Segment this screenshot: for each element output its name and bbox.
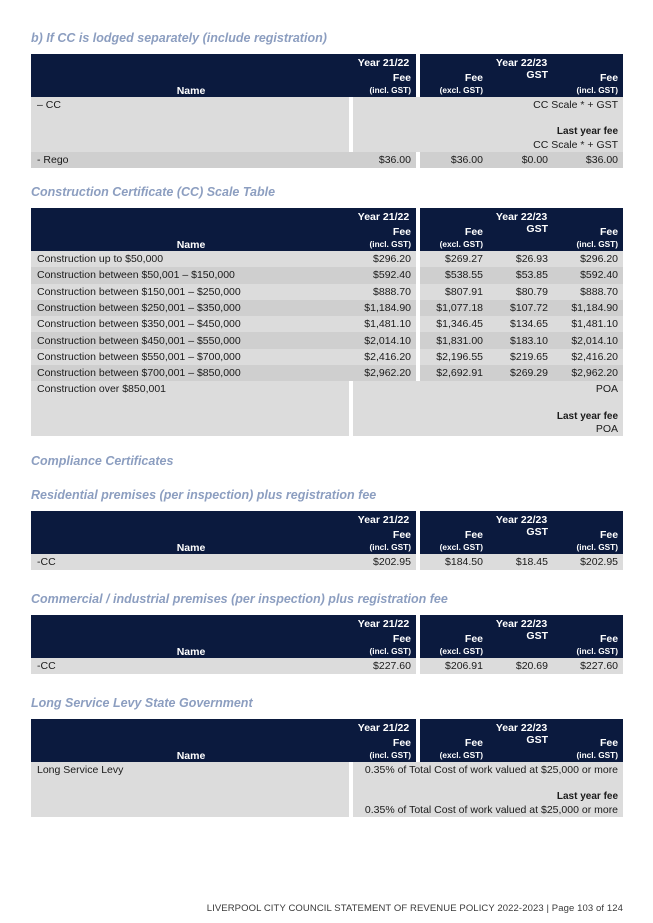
cell-fee-excl: $269.27 (418, 251, 488, 267)
cell-fee-excl: $1,077.18 (418, 300, 488, 316)
cell-fee-incl-21: $36.00 (351, 152, 418, 168)
column-header-fee-incl (553, 630, 623, 658)
cell-gst: $53.85 (488, 267, 553, 283)
table-row (31, 658, 623, 674)
header-row-years (31, 615, 623, 630)
last-year-fee-label: Last year fee (556, 410, 619, 422)
row-fee-description (351, 762, 623, 817)
table-row (31, 762, 623, 817)
cell-gst: $18.45 (488, 554, 553, 570)
cell-fee-incl: $1,481.10 (553, 316, 623, 332)
column-header-fee-incl-21 (351, 734, 418, 762)
column-header-year-22-23: Year 22/23 (418, 511, 623, 526)
last-year-fee-value: CC Scale * + GST (533, 138, 619, 151)
column-header-year-21-22: Year 21/22 (351, 511, 418, 526)
cell-gst: $134.65 (488, 316, 553, 332)
cell-fee-incl: $227.60 (553, 658, 623, 674)
column-header-fee-incl-21 (351, 223, 418, 251)
cell-fee-excl: $2,692.91 (418, 365, 488, 381)
cell-fee-incl: $592.40 (553, 267, 623, 283)
header-label: Fee (464, 737, 483, 750)
cell-fee-incl-21: $296.20 (351, 251, 418, 267)
header-label: GST (526, 69, 548, 81)
header-label: Fee (464, 226, 483, 239)
header-sublabel: (excl. GST) (439, 542, 483, 553)
column-header-name: Name (31, 719, 351, 762)
last-year-fee-label: Last year fee (556, 126, 619, 138)
header-label: Fee (392, 529, 411, 542)
table-lsl (31, 719, 623, 817)
header-row-years (31, 54, 623, 69)
column-header-year-22-23: Year 22/23 (418, 208, 623, 223)
cell-fee-excl: $2,196.55 (418, 349, 488, 365)
header-label: Fee (392, 72, 411, 85)
column-header-year-21-22: Year 21/22 (351, 208, 418, 223)
last-year-fee-value: POA (595, 423, 619, 435)
section-title-compliance: Compliance Certificates (31, 454, 174, 468)
header-label: Fee (599, 633, 619, 646)
column-header-year-21-22: Year 21/22 (351, 719, 418, 734)
current-fee-text: 0.35% of Total Cost of work valued at $25,000 or more (364, 764, 619, 776)
column-header-fee-excl (418, 223, 488, 251)
table-row (31, 365, 623, 381)
cell-gst: $0.00 (488, 152, 553, 168)
cell-fee-incl: $296.20 (553, 251, 623, 267)
column-header-gst (488, 223, 553, 251)
column-header-fee-incl-21 (351, 69, 418, 97)
row-name: - Rego (31, 152, 351, 168)
row-name: Construction over $850,001 (31, 381, 351, 436)
row-name: Construction between $150,001 – $250,000 (31, 284, 351, 300)
cell-fee-incl-21: $2,014.10 (351, 332, 418, 348)
column-header-name: Name (31, 208, 351, 251)
table-row (31, 349, 623, 365)
table-residential (31, 511, 623, 570)
cell-fee-incl: $202.95 (553, 554, 623, 570)
header-sublabel: (excl. GST) (439, 750, 483, 761)
row-name: Construction between $250,001 – $350,000 (31, 300, 351, 316)
table-cc-scale (31, 208, 623, 436)
header-label: Fee (392, 737, 411, 750)
cell-fee-incl: $2,962.20 (553, 365, 623, 381)
section-title-residential: Residential premises (per inspection) plus registration fee (31, 488, 377, 502)
table-row (31, 152, 623, 168)
column-header-gst (488, 630, 553, 658)
section-title-commercial: Commercial / industrial premises (per inspection) plus registration fee (31, 592, 448, 606)
cell-gst: $26.93 (488, 251, 553, 267)
cell-fee-excl: $538.55 (418, 267, 488, 283)
cell-fee-incl-21: $888.70 (351, 284, 418, 300)
cell-fee-excl: $1,831.00 (418, 332, 488, 348)
row-name: Construction between $700,001 – $850,000 (31, 365, 351, 381)
column-header-year-22-23: Year 22/23 (418, 719, 623, 734)
header-label: GST (526, 223, 548, 235)
column-header-fee-incl (553, 734, 623, 762)
header-sublabel: (incl. GST) (576, 239, 619, 250)
table-row (31, 251, 623, 267)
header-label: GST (526, 526, 548, 538)
cell-fee-incl-21: $202.95 (351, 554, 418, 570)
column-header-year-22-23: Year 22/23 (418, 615, 623, 630)
header-label: Fee (392, 633, 411, 646)
header-sublabel: (excl. GST) (439, 239, 483, 250)
cell-gst: $20.69 (488, 658, 553, 674)
row-fee-description (351, 97, 623, 152)
column-header-gst (488, 69, 553, 97)
header-label: Fee (599, 529, 619, 542)
cell-gst: $107.72 (488, 300, 553, 316)
header-label: Fee (599, 226, 619, 239)
column-header-fee-excl (418, 630, 488, 658)
column-header-year-21-22: Year 21/22 (351, 54, 418, 69)
column-header-name: Name (31, 54, 351, 97)
table-row (31, 316, 623, 332)
column-header-fee-excl (418, 69, 488, 97)
last-year-fee-label: Last year fee (556, 791, 619, 803)
header-row-years (31, 511, 623, 526)
header-sublabel: (incl. GST) (369, 85, 411, 96)
section-title-cc-separate: b) If CC is lodged separately (include registration) (31, 31, 327, 45)
cell-fee-excl: $184.50 (418, 554, 488, 570)
column-header-fee-excl (418, 734, 488, 762)
cell-fee-incl-21: $592.40 (351, 267, 418, 283)
column-header-fee-incl (553, 223, 623, 251)
column-header-fee-incl-21 (351, 526, 418, 554)
header-label: Fee (464, 72, 483, 85)
cell-fee-incl-21: $2,962.20 (351, 365, 418, 381)
column-header-gst (488, 734, 553, 762)
cell-fee-excl: $1,346.45 (418, 316, 488, 332)
cell-fee-excl: $807.91 (418, 284, 488, 300)
table-row (31, 267, 623, 283)
cell-fee-incl: $1,184.90 (553, 300, 623, 316)
cell-gst: $183.10 (488, 332, 553, 348)
header-sublabel: (excl. GST) (439, 646, 483, 657)
column-header-fee-incl-21 (351, 630, 418, 658)
table-cc-separate (31, 54, 623, 168)
cell-fee-incl-21: $1,481.10 (351, 316, 418, 332)
row-fee-description (351, 381, 623, 436)
header-label: GST (526, 734, 548, 746)
column-header-name: Name (31, 615, 351, 658)
row-name: Construction between $550,001 – $700,000 (31, 349, 351, 365)
column-header-fee-excl (418, 526, 488, 554)
header-sublabel: (excl. GST) (439, 85, 483, 96)
table-commercial (31, 615, 623, 674)
section-title-lsl: Long Service Levy State Government (31, 696, 253, 710)
header-label: GST (526, 630, 548, 642)
header-sublabel: (incl. GST) (576, 646, 619, 657)
header-label: Fee (599, 72, 619, 85)
table-row (31, 554, 623, 570)
column-header-year-21-22: Year 21/22 (351, 615, 418, 630)
column-header-fee-incl (553, 526, 623, 554)
row-name: Long Service Levy (31, 762, 351, 817)
row-name: Construction between $350,001 – $450,000 (31, 316, 351, 332)
cell-gst: $80.79 (488, 284, 553, 300)
column-header-fee-incl (553, 69, 623, 97)
table-row (31, 381, 623, 436)
header-sublabel: (incl. GST) (369, 239, 411, 250)
row-name: -CC (31, 658, 351, 674)
cell-fee-incl-21: $227.60 (351, 658, 418, 674)
cell-fee-incl-21: $2,416.20 (351, 349, 418, 365)
row-name: – CC (31, 97, 351, 152)
table-row (31, 97, 623, 152)
current-fee-text: CC Scale * + GST (533, 99, 619, 111)
row-name: -CC (31, 554, 351, 570)
header-label: Fee (599, 737, 619, 750)
current-fee-text: POA (595, 383, 619, 396)
header-label: Fee (392, 226, 411, 239)
section-title-cc-scale: Construction Certificate (CC) Scale Table (31, 185, 276, 199)
column-header-year-22-23: Year 22/23 (418, 54, 623, 69)
table-row (31, 284, 623, 300)
column-header-gst (488, 526, 553, 554)
page-footer: LIVERPOOL CITY COUNCIL STATEMENT OF REVENUE POLICY 2022-2023 | Page 103 of 124 (206, 903, 623, 914)
header-label: Fee (464, 633, 483, 646)
cell-fee-incl: $2,014.10 (553, 332, 623, 348)
header-sublabel: (incl. GST) (369, 542, 411, 553)
header-sublabel: (incl. GST) (576, 750, 619, 761)
cell-fee-incl-21: $1,184.90 (351, 300, 418, 316)
cell-fee-excl: $36.00 (418, 152, 488, 168)
header-sublabel: (incl. GST) (369, 646, 411, 657)
cell-fee-incl: $2,416.20 (553, 349, 623, 365)
header-label: Fee (464, 529, 483, 542)
row-name: Construction up to $50,000 (31, 251, 351, 267)
column-header-name: Name (31, 511, 351, 554)
header-row-years (31, 719, 623, 734)
cell-fee-incl: $888.70 (553, 284, 623, 300)
header-sublabel: (incl. GST) (576, 542, 619, 553)
cell-gst: $269.29 (488, 365, 553, 381)
cell-fee-excl: $206.91 (418, 658, 488, 674)
header-row-years (31, 208, 623, 223)
cell-fee-incl: $36.00 (553, 152, 623, 168)
row-name: Construction between $50,001 – $150,000 (31, 267, 351, 283)
cell-gst: $219.65 (488, 349, 553, 365)
header-sublabel: (incl. GST) (576, 85, 619, 96)
row-name: Construction between $450,001 – $550,000 (31, 332, 351, 348)
header-sublabel: (incl. GST) (369, 750, 411, 761)
last-year-fee-value: 0.35% of Total Cost of work valued at $25,000 or more (364, 803, 619, 816)
table-row (31, 332, 623, 348)
table-row (31, 300, 623, 316)
